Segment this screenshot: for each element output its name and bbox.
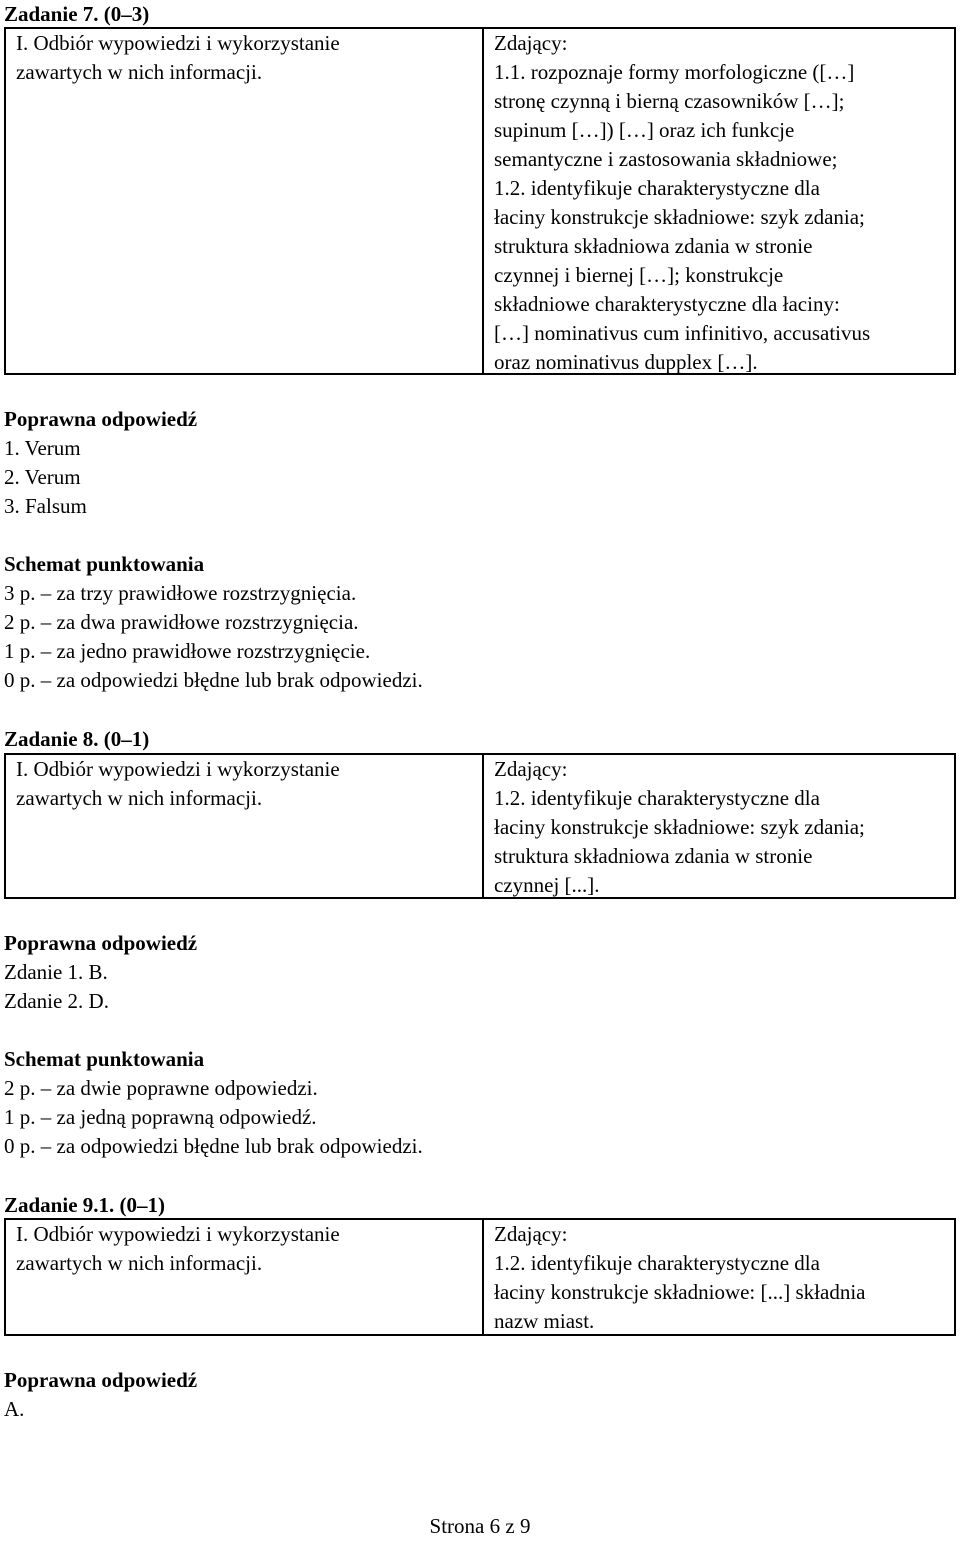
- answer-heading: Poprawna odpowiedź: [4, 931, 198, 955]
- scoring-line: 0 p. – za odpowiedzi błędne lub brak odpowiedzi.: [4, 1134, 423, 1158]
- task-8-answer: [4, 929, 956, 1016]
- answer-line: A.: [4, 1397, 25, 1421]
- task-9-1-specific-requirement: Zdający: 1.2. identyfikuje charakterystyczne dla łaciny konstrukcje składniowe: [...] składnia nazw miast.: [494, 1222, 866, 1333]
- task-8-general-requirement: I. Odbiór wypowiedzi i wykorzystanie zawartych w nich informacji.: [6, 755, 484, 897]
- page-number: Strona 6 z 9: [429, 1514, 531, 1538]
- task-7-specific-requirement: Zdający: 1.1. rozpoznaje formy morfologiczne ([…] stronę czynną i bierną czasowników […]; supinum […]) […] oraz ich funkcje semantyczne i zastosowania składniowe; 1.2. identyfikuje charakterystyczne dla łaciny konstrukcje składniowe: szyk zdania; struktura składniowa zdania w stronie czynnej i biernej […]; konstrukcje składniowe charakterystyczne dla łaciny: […] nominativus cum infinitivo, accusativus oraz nominativus dupplex […].: [494, 31, 871, 374]
- answer-line: 3. Falsum: [4, 494, 87, 518]
- task-7-requirements-table: [4, 27, 956, 375]
- task-7-general-requirement: I. Odbiór wypowiedzi i wykorzystanie zawartych w nich informacji.: [6, 29, 484, 373]
- task-7-answer: [4, 405, 956, 521]
- task-8-title: Zadanie 8. (0–1): [4, 727, 150, 751]
- answer-heading: Poprawna odpowiedź: [4, 407, 198, 431]
- answer-line: Zdanie 1. B.: [4, 960, 108, 984]
- answer-line: 1. Verum: [4, 436, 81, 460]
- scoring-heading: Schemat punktowania: [4, 1047, 205, 1071]
- scoring-line: 3 p. – za trzy prawidłowe rozstrzygnięcia.: [4, 581, 357, 605]
- task-8-requirements-table: [4, 753, 956, 899]
- scoring-line: 2 p. – za dwa prawidłowe rozstrzygnięcia.: [4, 610, 359, 634]
- answer-line: 2. Verum: [4, 465, 81, 489]
- scoring-line: 0 p. – za odpowiedzi błędne lub brak odpowiedzi.: [4, 668, 423, 692]
- task-8-specific-requirement: Zdający: 1.2. identyfikuje charakterystyczne dla łaciny konstrukcje składniowe: szyk zdania; struktura składniowa zdania w stronie czynnej [...].: [494, 757, 865, 897]
- scoring-line: 1 p. – za jedno prawidłowe rozstrzygnięcie.: [4, 639, 371, 663]
- task-9-1-answer: [4, 1366, 956, 1424]
- task-8-scoring: [4, 1045, 956, 1161]
- task-7-title: Zadanie 7. (0–3): [4, 2, 150, 26]
- answer-heading: Poprawna odpowiedź: [4, 1368, 198, 1392]
- scoring-line: 2 p. – za dwie poprawne odpowiedzi.: [4, 1076, 318, 1100]
- task-9-1-title: Zadanie 9.1. (0–1): [4, 1193, 166, 1217]
- scoring-line: 1 p. – za jedną poprawną odpowiedź.: [4, 1105, 317, 1129]
- task-9-1-requirements-table: [4, 1218, 956, 1336]
- task-7-scoring: [4, 550, 956, 695]
- answer-line: Zdanie 2. D.: [4, 989, 109, 1013]
- task-9-1-general-requirement: I. Odbiór wypowiedzi i wykorzystanie zawartych w nich informacji.: [6, 1220, 484, 1334]
- scoring-heading: Schemat punktowania: [4, 552, 205, 576]
